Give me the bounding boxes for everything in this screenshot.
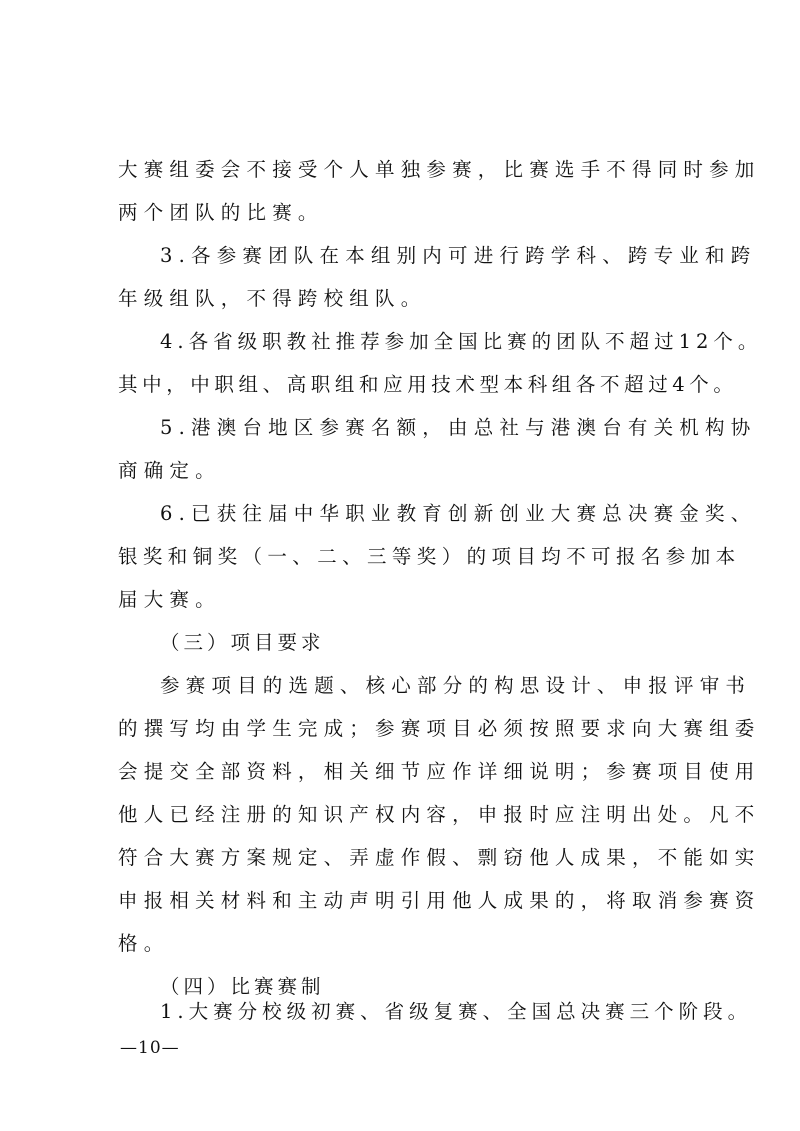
paragraph-line: 6.已获往届中华职业教育创新创业大赛总决赛金奖、: [160, 502, 757, 525]
paragraph-line: 两个团队的比赛。: [118, 201, 324, 224]
paragraph-line: 届大赛。: [118, 588, 221, 611]
paragraph-line: 商确定。: [118, 459, 221, 482]
paragraph-line: 符合大赛方案规定、弄虚作假、剽窃他人成果，不能如实: [118, 846, 761, 869]
paragraph-line: 其中，中职组、高职组和应用技术型本科组各不超过4个。: [118, 373, 738, 396]
paragraph-line: 申报相关材料和主动声明引用他人成果的，将取消参赛资: [118, 889, 761, 912]
paragraph-line: 4.各省级职教社推荐参加全国比赛的团队不超过12个。: [160, 330, 763, 353]
paragraph-line: 格。: [118, 932, 170, 955]
paragraph-line: 会提交全部资料，相关细节应作详细说明；参赛项目使用: [118, 760, 761, 783]
section-heading: （三）项目要求: [160, 631, 325, 654]
section-heading: （四）比赛赛制: [160, 975, 325, 998]
paragraph-line: 银奖和铜奖（一、二、三等奖）的项目均不可报名参加本: [118, 545, 741, 568]
paragraph-line: 的撰写均由学生完成；参赛项目必须按照要求向大赛组委: [118, 717, 761, 740]
page-number: —10—: [120, 1038, 180, 1058]
paragraph-line: 5.港澳台地区参赛名额，由总社与港澳台有关机构协: [160, 416, 757, 439]
paragraph-line: 1.大赛分校级初赛、省级复赛、全国总决赛三个阶段。: [160, 1000, 753, 1023]
paragraph-line: 他人已经注册的知识产权内容，申报时应注明出处。凡不: [118, 803, 761, 826]
paragraph-line: 大赛组委会不接受个人单独参赛，比赛选手不得同时参加: [118, 158, 761, 181]
paragraph-line: 3.各参赛团队在本组别内可进行跨学科、跨专业和跨: [160, 244, 757, 267]
paragraph-line: 参赛项目的选题、核心部分的构思设计、申报评审书: [160, 674, 752, 697]
paragraph-line: 年级组队，不得跨校组队。: [118, 287, 427, 310]
